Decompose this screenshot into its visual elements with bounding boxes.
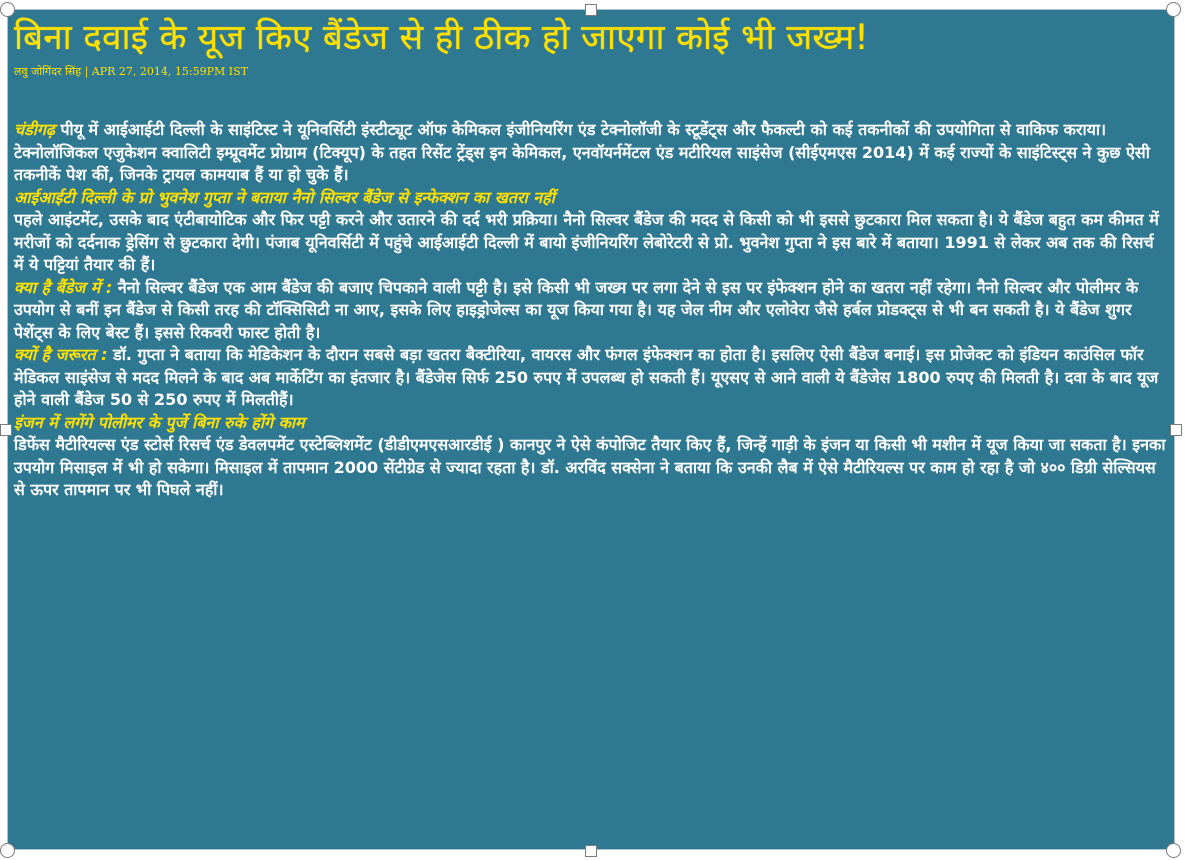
section4-text: डिफेंस मैटीरियल्स एंड स्टोर्स रिसर्च एंड डेवलपमेंट एस्टेब्लिशमेंट (डीडीएमएसआरडीई ) कानपुर ने ऐसे कंपोजिट तैयार किए हैं, जिन्हें गाड़ी के इंजन या किसी भी मशीन में यूज किया जा सकता है। इनका उपयोग मिसाइल में भी हो सकेगा। मिसाइल में तापमान 2000 सेंटीग्रेड से ज्यादा रहता है। डॉ. अरविंद सक्सेना ने बताया कि उनकी लैब में ऐसे मैटीरियल्स पर काम हो रहा है जो ४०० डिग्री सेल्सियस से ऊपर तापमान पर भी पिघले नहीं। <box>14 435 1166 499</box>
section1-heading: आईआईटी दिल्ली के प्रो भुवनेश गुप्ता ने बताया नैनो सिल्वर बैंडेज से इन्फेक्शन का खतरा नहीं <box>14 187 555 207</box>
article-textbox[interactable] <box>7 9 1175 850</box>
section3-text: डॉ. गुप्ता ने बताया कि मेडिकेशन के दौरान सबसे बड़ा खतरा बैक्टीरिया, वायरस और फंगल इंफेक्शन का होता है। इसलिए ऐसी बैंडेज बनाई। इस प्रोजेक्ट को इंडियन काउंसिल फॉर मेडिकल साइंसेज से मदद मिलने के बाद अब मार्केटिंग का इंतजार है। बैंडेजेस सिर्फ 250 रुपए में उपलब्ध हो सकती हैं। यूएसए से आने वाली ये बैंडेजेस 1800 रुपए की मिलती है। दवा के बाद यूज होने वाली बैंडेज 50 से 250 रुपए में मिलतीहैं। <box>14 345 1159 409</box>
section2-label: क्या है बैंडेज में : <box>14 277 113 297</box>
intro-text: पीयू में आईआईटी दिल्ली के साइंटिस्ट ने यूनिवर्सिटी इंस्टीट्यूट ऑफ केमिकल इंजीनियरिंग एंड टेक्नोलॉजी के स्टूडेंट्स और फैकल्टी को कई तकनीकों की उपयोगिता से वाकिफ कराया। टेक्नोलॉजिकल एजुकेशन क्वालिटी इम्प्रूवमेंट प्रोग्राम (टिक्यूप) के तहत रिसेंट ट्रेंड्स इन केमिकल, एनवॉयर्नमेंटल एंड मटीरियल साइंसेज (सीईएमएस 2014) में कई राज्यों के साइंटिस्ट्स ने कुछ ऐसी तकनीकें पेश कीं, जिनके ट्रायल कामयाब हैं या हो चुके हैं। <box>14 120 1150 184</box>
section3-paragraph <box>14 344 1168 412</box>
headline: बिना दवाई के यूज किए बैंडेज से ही ठीक हो जाएगा कोई भी जख्म! <box>14 18 869 58</box>
resize-handle-top-left[interactable] <box>0 2 15 17</box>
resize-handle-bottom-center[interactable] <box>585 845 597 857</box>
intro-paragraph <box>14 119 1168 187</box>
intro-place: चंडीगढ़ <box>14 120 55 139</box>
article-content <box>8 10 1174 502</box>
resize-handle-top-center[interactable] <box>585 4 597 16</box>
section4-heading: इंजन में लगेंगे पोलीमर के पुर्जे बिना रुके होंगे काम <box>14 412 305 432</box>
section1-text: पहले आइंटमेंट, उसके बाद एंटीबायोटिक और फिर पट्टी करने और उतारने की दर्द भरी प्रक्रिया। नैनो सिल्वर बैंडेज की मदद से किसी को भी इससे छुटकारा मिल सकता है। ये बैंडेज बहुत कम कीमत में मरीजों को दर्दनाक ड्रेसिंग से छुटकारा देगी। पंजाब यूनिवर्सिटी में पहुंचे आईआईटी दिल्ली में बायो इंजीनियरिंग लेबोरेटरी से प्रो. भुवनेश गुप्ता ने इस बारे में बताया। 1991 से लेकर अब तक की रिसर्च में ये पट्टियां तैयार की हैं। <box>14 210 1159 274</box>
byline: लवु जोगिंदर सिंह | APR 27, 2014, 15:59PM IST <box>14 65 248 78</box>
resize-handle-top-right[interactable] <box>1166 2 1181 17</box>
section2-paragraph <box>14 277 1168 345</box>
section2-text: नैनो सिल्वर बैंडेज एक आम बैंडेज की बजाए चिपकाने वाली पट्टी है। इसे किसी भी जख्म पर लगा देने से इस पर इंफेक्शन होने का खतरा नहीं रहेगा। नैनो सिल्वर और पोलीमर के उपयोग से बनीं इन बैंडेज से किसी तरह की टॉक्सिसिटी ना आए, इसके लिए हाइड्रोजेल्स का यूज किया गया है। यह जेल नीम और एलोवेरा जैसे हर्बल प्रोडक्ट्स से भी बन सकती है। ये बैंडेज शुगर पेशेंट्स के लिए बेस्ट हैं। इससे रिकवरी फास्ट होती है। <box>14 277 1139 342</box>
section3-label: क्यों है जरूरत : <box>14 345 108 364</box>
resize-handle-middle-left[interactable] <box>0 424 12 436</box>
resize-handle-bottom-left[interactable] <box>0 843 15 858</box>
resize-handle-middle-right[interactable] <box>1170 424 1182 436</box>
resize-handle-bottom-right[interactable] <box>1166 843 1181 858</box>
